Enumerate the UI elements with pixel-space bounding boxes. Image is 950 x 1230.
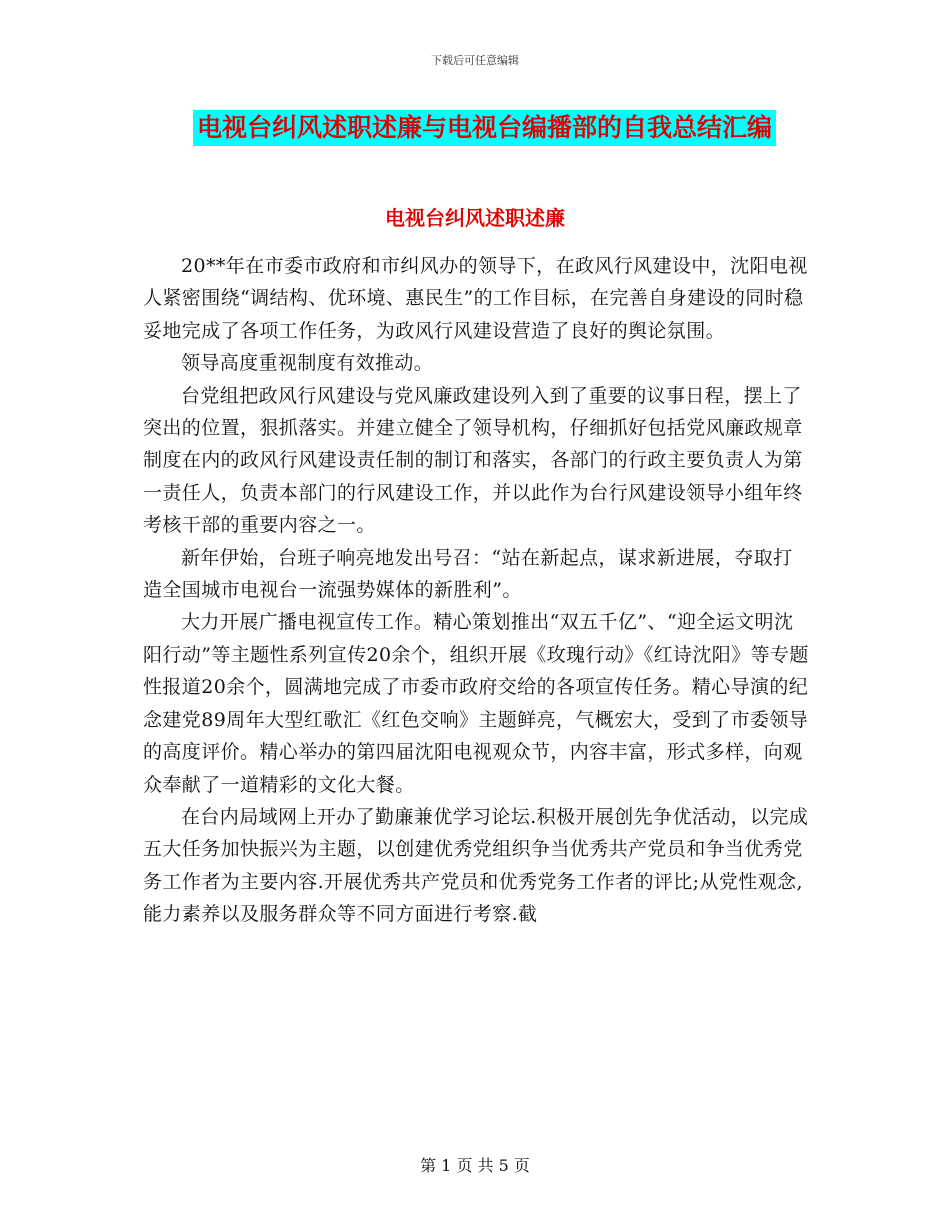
paragraph: 大力开展广播电视宣传工作。精心策划推出“双五千亿”、“迎全运文明沈阳行动”等主题性系列宣传20余个，组织开展《玫瑰行动》《红诗沈阳》等专题性报道20余个，圆满地完成了市委市政府交给的各项宣传任务。精心导演的纪念建党89周年大型红歌汇《红色交响》主题鲜亮，气概宏大，受到了市委领导的高度评价。精心举办的第四届沈阳电视观众节，内容丰富，形式多样，向观众奉献了一道精彩的文化大餐。: [143, 611, 809, 796]
paragraph: 台党组把政风行风建设与党风廉政建设列入到了重要的议事日程，摆上了突出的位置，狠抓落实。并建立健全了领导机构，仔细抓好包括党风廉政规章制度在内的政风行风建设责任制的制订和落实，各部门的行政主要负责人为第一责任人，负责本部门的行风建设工作，并以此作为台行风建设领导小组年终考核干部的重要内容之一。: [143, 384, 803, 537]
page-number-footer: 第 1 页 共 5 页: [420, 1156, 530, 1175]
paragraph: 20**年在市委市政府和市纠风办的领导下，在政风行风建设中，沈阳电视人紧密围绕“调结构、优环境、惠民生”的工作目标，在完善自身建设的同时稳妥地完成了各项工作任务，为政风行风建设营造了良好的舆论氛围。: [143, 255, 808, 342]
section-title: 电视台纠风述职述廉: [385, 206, 565, 230]
paragraph: 新年伊始，台班子响亮地发出号召：“站在新起点，谋求新进展，夺取打造全国城市电视台一流强势媒体的新胜利”。: [143, 546, 793, 602]
paragraph: 在台内局域网上开办了勤廉兼优学习论坛.积极开展创先争优活动，以完成五大任务加快振兴为主题，以创建优秀党组织争当优秀共产党员和争当优秀党务工作者为主要内容.开展优秀共产党员和优秀党务工作者的评比;从党性观念,能力素养以及服务群众等不同方面进行考察.截: [143, 805, 809, 926]
body-text: [143, 250, 811, 931]
page-header-note: 下载后可任意编辑: [431, 54, 519, 67]
paragraph: 领导高度重视制度有效推动。: [181, 352, 434, 375]
main-title: 电视台纠风述职述廉与电视台编播部的自我总结汇编: [193, 110, 776, 146]
